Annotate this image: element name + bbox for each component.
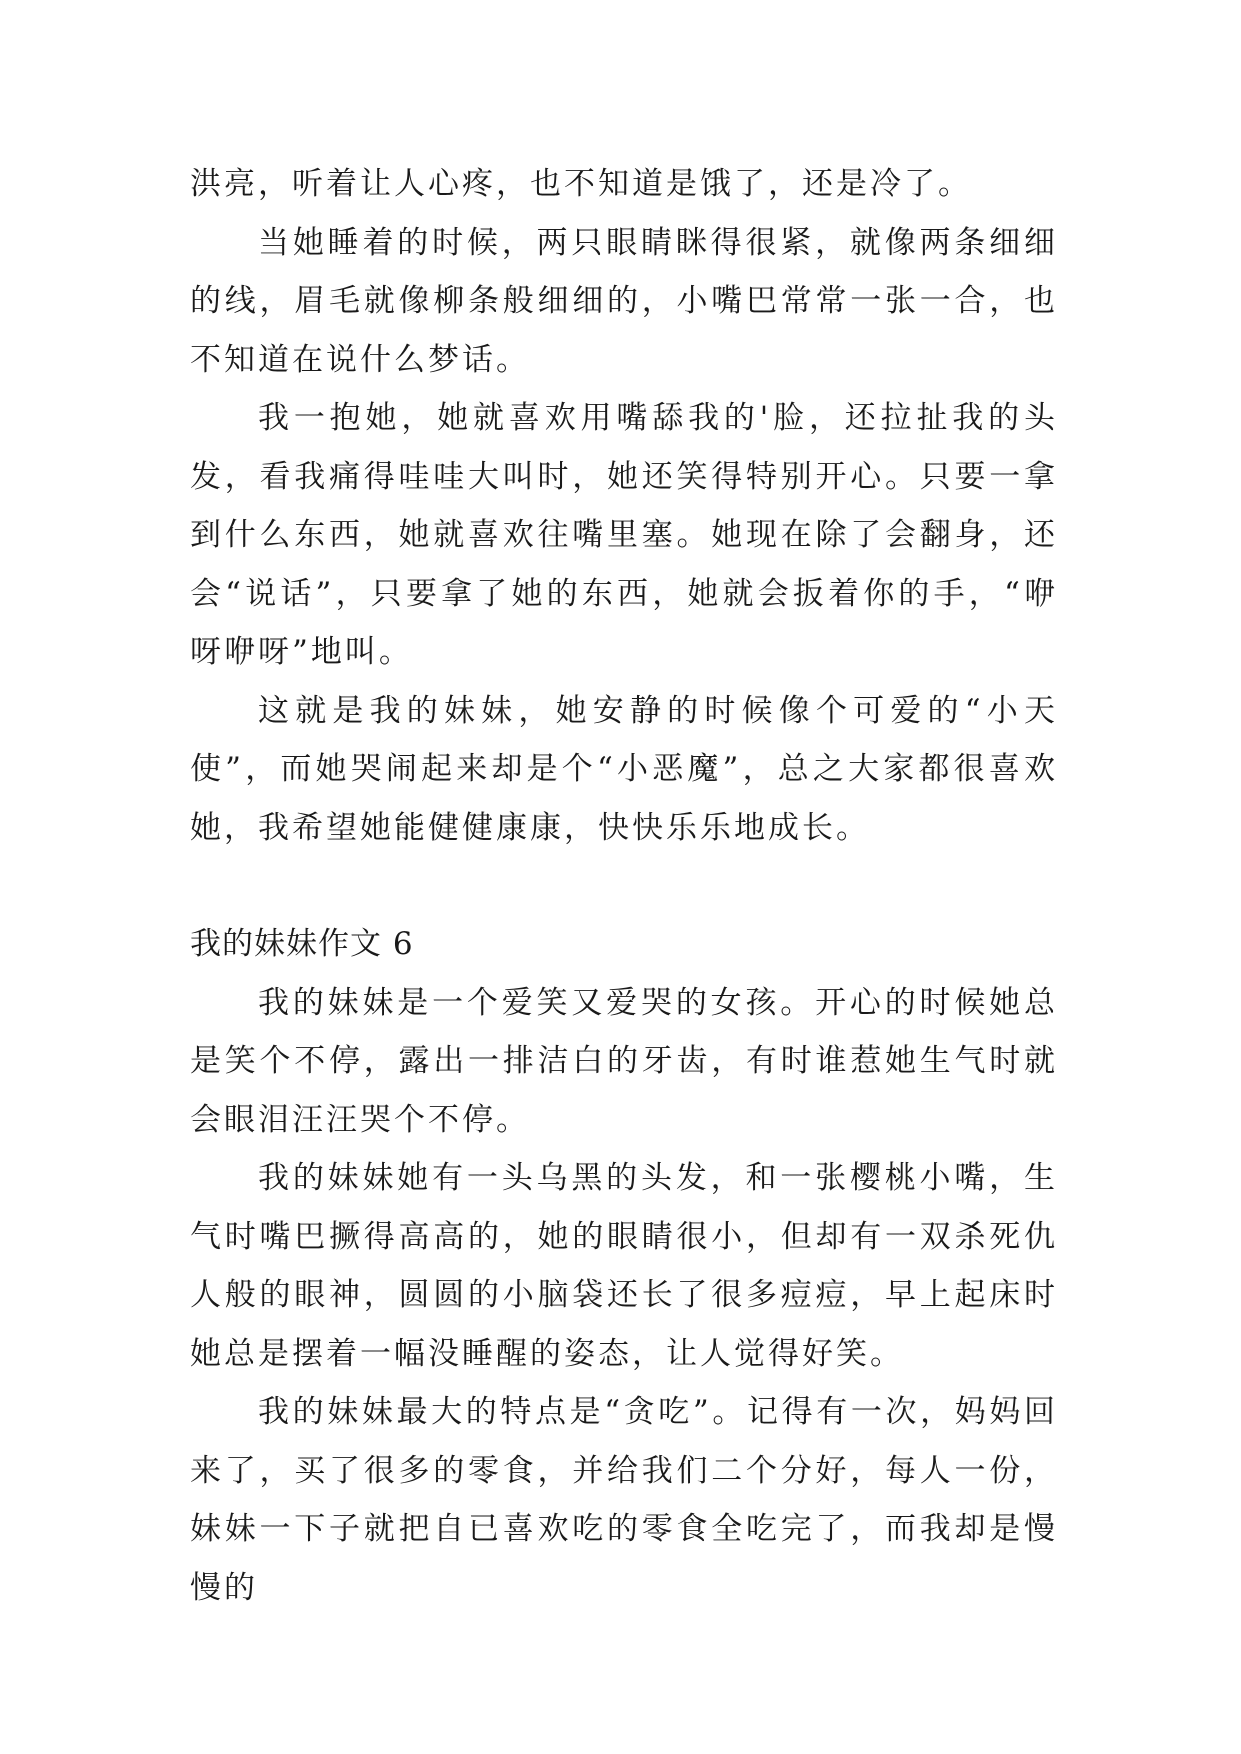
paragraph: 这就是我的妹妹，她安静的时候像个可爱的“小天使”，而她哭闹起来却是个“小恶魔”，总之大家都很喜欢她，我希望她能健健康康，快快乐乐地成长。 <box>190 692 1058 846</box>
paragraph: 我的妹妹是一个爱笑又爱哭的女孩。开心的时候她总是笑个不停，露出一排洁白的牙齿，有时谁惹她生气时就会眼泪汪汪哭个不停。 <box>190 984 1058 1138</box>
paragraph: 我一抱她，她就喜欢用嘴舔我的'脸，还拉扯我的头发，看我痛得哇哇大叫时，她还笑得特别开心。只要一拿到什么东西，她就喜欢往嘴里塞。她现在除了会翻身，还会“说话”，只要拿了她的东西，她就会扳着你的手，“咿呀咿呀”地叫。 <box>190 400 1058 670</box>
paragraph-continued: 洪亮，听着让人心疼，也不知道是饿了，还是冷了。 <box>190 166 972 202</box>
paragraph: 我的妹妹最大的特点是“贪吃”。记得有一次，妈妈回来了，买了很多的零食，并给我们二个分好，每人一份，妹妹一下子就把自已喜欢吃的零食全吃完了，而我却是慢慢的 <box>190 1394 1058 1606</box>
paragraph: 当她睡着的时候，两只眼睛眯得很紧，就像两条细细的线，眉毛就像柳条般细细的，小嘴巴常常一张一合，也不知道在说什么梦话。 <box>190 224 1058 378</box>
article-title: 我的妹妹作文 6 <box>190 926 414 962</box>
document-body <box>190 155 1058 1617</box>
paragraph: 我的妹妹她有一头乌黑的头发，和一张樱桃小嘴，生气时嘴巴撅得高高的，她的眼睛很小，但却有一双杀死仇人般的眼神，圆圆的小脑袋还长了很多痘痘，早上起床时她总是摆着一幅没睡醒的姿态，让人觉得好笑。 <box>190 1160 1058 1372</box>
